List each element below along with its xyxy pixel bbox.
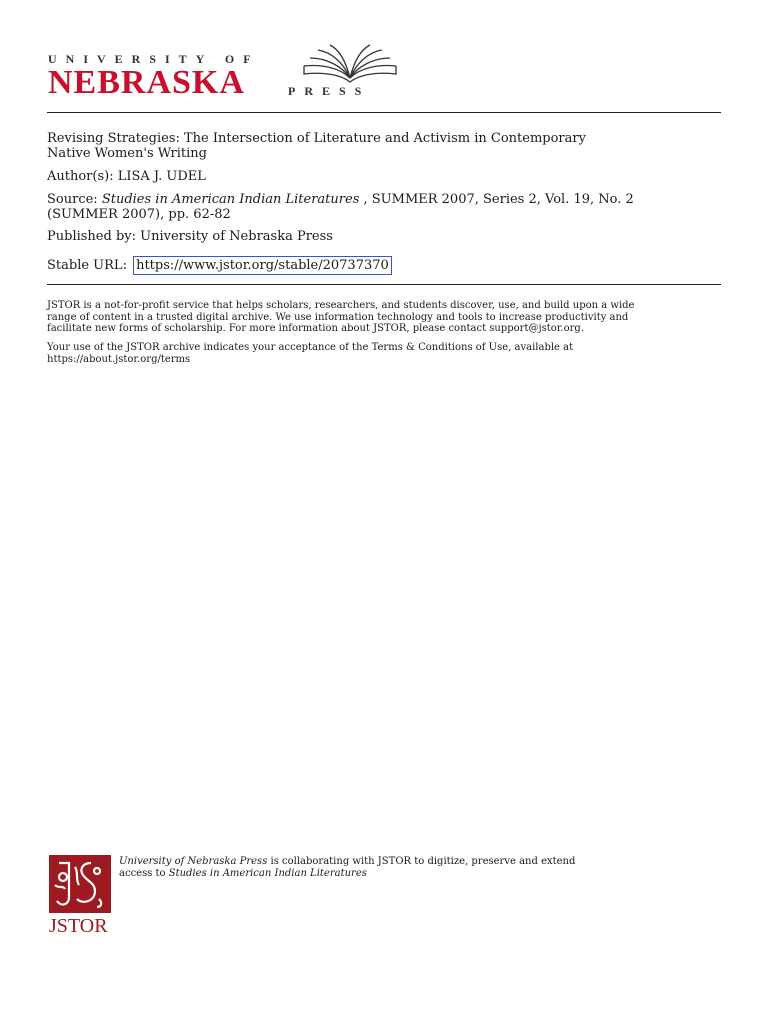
source-block [47,192,727,222]
authors-label: Author(s): [47,169,118,184]
logo-press-word: PRESS [288,84,371,98]
jstor-notice [47,300,727,335]
footer-text-mid: is collaborating with JSTOR to digitize, preserve and extend [267,856,576,867]
jstor-emblem-icon [49,855,111,913]
source-label: Source: [47,192,102,207]
source-pages: (SUMMER 2007), pp. 62-82 [47,207,231,222]
middle-divider [47,284,721,285]
authors-line [47,169,727,184]
source-details: , SUMMER 2007, Series 2, Vol. 19, No. 2 [359,192,634,207]
terms-url[interactable]: https://about.jstor.org/terms [47,353,191,365]
jstor-wordmark: JSTOR [49,915,108,937]
article-title [47,131,727,161]
publisher-logo [48,44,408,104]
notice-line: facilitate new forms of scholarship. For more information about JSTOR, please contact support@jstor.org. [47,323,584,334]
stable-url-line [47,256,727,275]
notice-line: range of content in a trusted digital archive. We use information technology and tools to increase productivity and [47,311,629,323]
logo-main-word: NEBRASKA [48,64,245,101]
stable-url-label: Stable URL: [47,258,132,273]
notice-line: JSTOR is a not-for-profit service that helps scholars, researchers, and students discover, use, and build upon a wide [47,300,635,311]
logo-top-line: UNIVERSITY OF [48,52,260,66]
published-by-line [47,229,727,244]
top-divider [47,112,721,113]
collaboration-statement [119,856,679,880]
title-line-2: Native Women's Writing [47,146,207,161]
footer-text-prefix: access to [119,868,169,879]
stable-url-link[interactable]: https://www.jstor.org/stable/20737370 [133,256,392,275]
source-journal: Studies in American Indian Literatures [101,192,360,207]
published-value: University of Nebraska Press [140,229,333,244]
terms-notice [47,342,727,365]
footer-journal: Studies in American Indian Literatures [168,868,367,879]
jstor-logo [49,855,115,937]
published-label: Published by: [47,229,141,244]
footer-publisher: University of Nebraska Press [119,856,268,867]
authors-value: LISA J. UDEL [117,169,206,184]
open-book-icon [300,44,400,84]
title-line-1: Revising Strategies: The Intersection of Literature and Activism in Contemporary [47,131,586,146]
terms-line: Your use of the JSTOR archive indicates your acceptance of the Terms & Conditions of Use, available at [47,342,574,353]
